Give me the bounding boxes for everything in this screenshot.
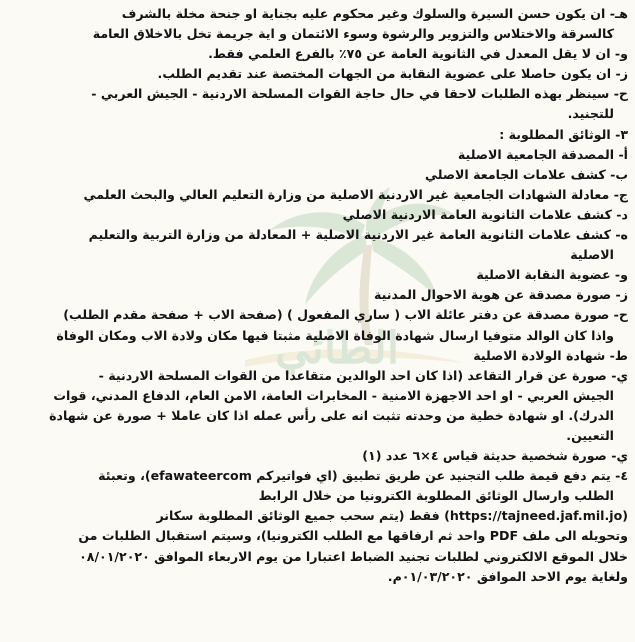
list-item: د- كشف علامات الثانوية العامة الاردنية الاصلي <box>342 206 628 222</box>
list-item-continued: التعيين. <box>566 427 614 443</box>
text-line: للتجنيد. <box>567 106 614 122</box>
section-heading: ٣- الوثائق المطلوبة : <box>499 126 628 142</box>
text-line: و- ان لا يقل المعدل في الثانوية العامة عن ٧٥٪ بالفرع العلمي فقط. <box>208 46 628 62</box>
list-item: ي- صورة عن قرار التقاعد (اذا كان احد الوالدين متقاعدا من القوات المسلحة الاردنية - <box>98 367 628 383</box>
list-item: ب- كشف علامات الجامعة الاصلي <box>424 166 628 182</box>
text-line: ح- سينظر بهذه الطلبات لاحقا في حال حاجة القوات المسلحة الاردنية - الجيش العربي - <box>91 86 628 102</box>
list-item: ي- صورة شخصية حديثة قياس ٤×٦ عدد (١) <box>362 448 628 464</box>
list-item: ج- معادلة الشهادات الجامعية غير الاردنية الاصلية من وزارة التعليم العالي والبحث العلمي <box>83 186 628 202</box>
section-item: ٤- يتم دفع قيمة طلب التجنيد عن طريق تطبيق (اي فواتيركم efawateercom)، وتعبئة <box>98 468 628 484</box>
text-line: وتحويله الى ملف PDF واحد ثم ارفاقها مع الطلب الكترونيا)، وسيتم استقبال الطلبات من <box>78 528 628 544</box>
list-item: أ- المصدقة الجامعية الاصلية <box>457 146 628 162</box>
list-item-continued: واذا كان الوالد متوفيا ارسال شهادة الوفاة الاصلية مثبتا فيها مكان ولادة الاب ومكان الوفاة <box>56 327 614 343</box>
text-line: خلال الموقع الالكتروني لطلبات تجنيد الضباط اعتبارا من يوم الاربعاء الموافق ٠٨/٠١/٢٠٢٠ <box>79 548 628 564</box>
list-item-continued: الدرك). او شهادة خطية من وحدته تثبت انه على رأس عمله اذا كان عاملا + صورة عن شهادة <box>49 407 614 423</box>
list-item-continued: الاصلية <box>570 247 614 263</box>
text-line: كالسرقة والاختلاس والتزوير والرشوة وسوء الائتمان و اية جريمة تخل بالاخلاق العامة <box>92 26 614 42</box>
text-line: الطلب وارسال الوثائق المطلوبة الكترونيا من خلال الرابط <box>258 488 614 504</box>
list-item: ه- كشف علامات الثانوية العامة غير الاردنية الاصلية + المعادلة من وزارة التربية والتعليم <box>88 227 628 243</box>
link-line: (https://tajneed.jaf.mil.jo) فقط (يتم سحب جميع الوثائق المطلوبة سكانر <box>156 508 628 524</box>
list-item: ز- صورة مصدقة عن هوية الاحوال المدنية <box>373 287 628 303</box>
list-item: ط- شهادة الولادة الاصلية <box>473 347 628 363</box>
watermark-text: الطائي <box>275 323 400 374</box>
document-body <box>6 4 628 587</box>
text-line: ولغاية يوم الاحد الموافق ٠١/٠٣/٢٠٢٠م. <box>387 568 628 584</box>
list-item: و- عضوية النقابة الاصلية <box>476 267 628 283</box>
list-item-continued: الجيش العربي - او احد الاجهزة الامنية - المخابرات العامة، الامن العام، الدفاع المدني، قوات <box>53 387 614 403</box>
text-line: هـ- ان يكون حسن السيرة والسلوك وغير محكوم عليه بجناية او جنحة مخلة بالشرف <box>121 6 628 21</box>
list-item: ح- صورة مصدقة عن دفتر عائلة الاب ( ساري المفعول ) (صفحة الاب + صفحة مقدم الطلب) <box>63 307 628 323</box>
text-line: ز- ان يكون حاصلا على عضوية النقابة من الجهات المختصة عند تقديم الطلب. <box>157 66 628 82</box>
